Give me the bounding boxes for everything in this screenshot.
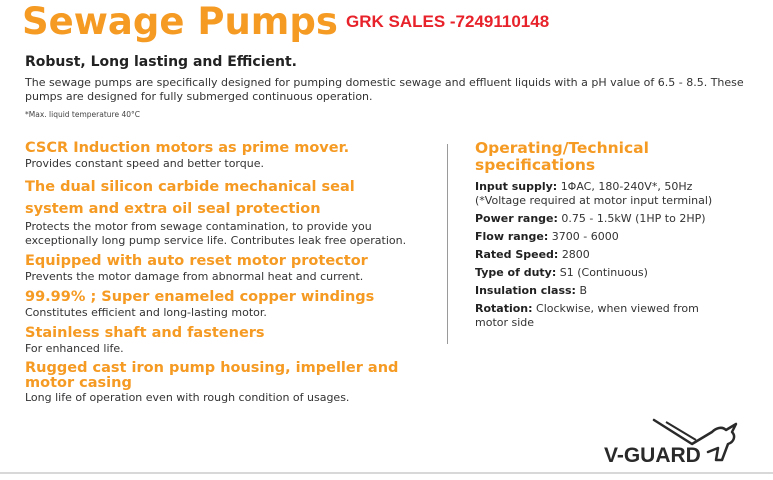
spec-row bbox=[475, 284, 765, 298]
feature-item bbox=[25, 176, 440, 248]
feature-item bbox=[25, 140, 440, 171]
feature-desc: Protects the motor from sewage contamination, to provide you exceptionally long pump service life. Contributes leak free operation. bbox=[25, 220, 407, 247]
spec-value: Clockwise, when viewed from motor side bbox=[475, 302, 699, 329]
spec-label: Flow range: bbox=[475, 230, 549, 243]
feature-heading: 99.99% ; Super enameled copper windings bbox=[25, 289, 375, 305]
feature-heading: CSCR Induction motors as prime mover. bbox=[25, 140, 350, 156]
feature-desc: Constitutes efficient and long-lasting motor. bbox=[25, 306, 267, 319]
bottom-rule bbox=[0, 472, 773, 474]
brand-logo bbox=[604, 414, 744, 470]
spec-row bbox=[475, 248, 765, 262]
column-divider bbox=[447, 144, 448, 344]
spec-row bbox=[475, 212, 765, 226]
spec-label: Type of duty: bbox=[475, 266, 557, 279]
brand-name: V-GUARD bbox=[604, 444, 701, 467]
feature-item bbox=[25, 289, 440, 320]
spec-label: Power range: bbox=[475, 212, 558, 225]
spec-row bbox=[475, 230, 765, 244]
features-list bbox=[25, 140, 440, 405]
spec-row bbox=[475, 302, 735, 330]
spec-row bbox=[475, 266, 765, 280]
feature-item bbox=[25, 253, 440, 284]
spec-label: Rotation: bbox=[475, 302, 533, 315]
spec-value: B bbox=[579, 284, 587, 297]
spec-value: 0.75 - 1.5kW (1HP to 2HP) bbox=[561, 212, 706, 225]
specs-panel bbox=[475, 140, 765, 330]
specs-heading: Operating/Technical specifications bbox=[475, 139, 649, 174]
spec-row bbox=[475, 180, 735, 208]
spec-value: 2800 bbox=[561, 248, 590, 261]
feature-desc: Prevents the motor damage from abnormal heat and current. bbox=[25, 270, 364, 283]
promo-contact: GRK SALES -7249110148 bbox=[346, 12, 550, 31]
feature-desc: For enhanced life. bbox=[25, 342, 124, 355]
page-title: Sewage Pumps bbox=[22, 0, 338, 43]
feature-heading: Stainless shaft and fasteners bbox=[25, 325, 265, 341]
feature-item bbox=[25, 361, 440, 405]
spec-value: S1 (Continuous) bbox=[559, 266, 648, 279]
feature-heading: The dual silicon carbide mechanical seal system and extra oil seal protection bbox=[25, 179, 355, 217]
feature-desc: Provides constant speed and better torque. bbox=[25, 157, 264, 170]
spec-label: Rated Speed: bbox=[475, 248, 559, 261]
intro-subtitle: Robust, Long lasting and Efficient. bbox=[25, 54, 297, 70]
spec-label: Input supply: bbox=[475, 180, 558, 193]
feature-desc: Long life of operation even with rough condition of usages. bbox=[25, 391, 350, 404]
feature-heading: Equipped with auto reset motor protector bbox=[25, 253, 368, 269]
feature-heading: Rugged cast iron pump housing, impeller and motor casing bbox=[25, 360, 399, 391]
spec-value: 3700 - 6000 bbox=[551, 230, 619, 243]
feature-item bbox=[25, 325, 440, 356]
temperature-footnote: *Max. liquid temperature 40°C bbox=[25, 110, 140, 119]
spec-value: 1ΦAC, 180-240V*, 50Hz (*Voltage required at motor input terminal) bbox=[475, 180, 713, 207]
spec-label: Insulation class: bbox=[475, 284, 576, 297]
intro-text: The sewage pumps are specifically designed for pumping domestic sewage and effluent liquids with a pH value of 6.5 - 8.5. These pumps are designed for fully submerged continuous operation. bbox=[25, 76, 744, 103]
